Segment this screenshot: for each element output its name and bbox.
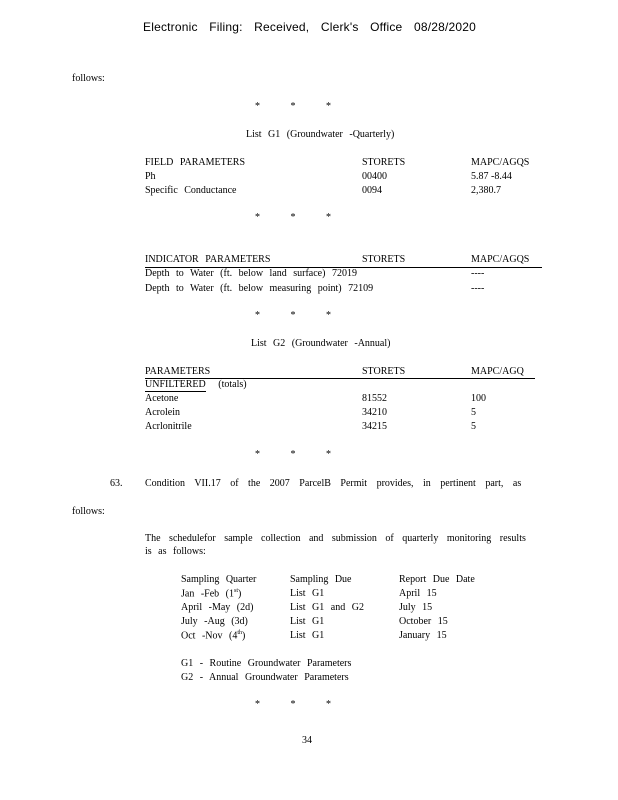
schedule-header-due: Sampling Due — [290, 574, 352, 585]
params-row-3-mapc: 5 — [471, 421, 476, 432]
schedule-row-2-quarter: April -May (2d) — [181, 602, 254, 613]
field-row-2-parameter: Specific Conductance — [145, 185, 237, 196]
params-subheader — [145, 379, 247, 390]
field-table-header-parameters: FIELD PARAMETERS — [145, 157, 246, 168]
indicator-row-2-parameter: Depth to Water (ft. below measuring point) 72109 — [145, 283, 374, 294]
field-table-header-mapc: MAPC/AGQS — [471, 157, 530, 168]
params-table-header-storets: STORETS — [362, 366, 406, 377]
schedule-intro-line-2: is as follows: — [145, 546, 206, 557]
params-row-2-parameter: Acrolein — [145, 407, 180, 418]
schedule-row-2-due: List G1 and G2 — [290, 602, 364, 613]
params-table-header-parameters: PARAMETERS — [145, 366, 211, 377]
schedule-row-3-due: List G1 — [290, 616, 325, 627]
params-row-3-storet: 34215 — [362, 421, 387, 432]
field-row-2-storet: 0094 — [362, 185, 382, 196]
section-break-5: * * * — [255, 699, 331, 710]
schedule-row-1-due: List G1 — [290, 588, 325, 599]
schedule-intro-line-1: The schedulefor sample collection and submission of quarterly monitoring results — [145, 533, 526, 544]
section-break-3: * * * — [255, 310, 331, 321]
schedule-row-2-report: July 15 — [399, 602, 433, 613]
legend-g1: G1 - Routine Groundwater Parameters — [181, 658, 352, 669]
params-row-1-mapc: 100 — [471, 393, 486, 404]
schedule-row-4-quarter: Oct -Nov (4th) — [181, 630, 246, 642]
params-row-1-parameter: Acetone — [145, 393, 179, 404]
schedule-row-3-report: October 15 — [399, 616, 448, 627]
params-subheader-unfiltered: UNFILTERED — [145, 379, 206, 390]
indicator-table-header-parameters: INDICATOR PARAMETERS — [145, 254, 271, 265]
params-row-2-mapc: 5 — [471, 407, 476, 418]
schedule-row-4-due: List G1 — [290, 630, 325, 641]
indicator-row-2-mapc: ---- — [471, 283, 485, 294]
field-row-1-storet: 00400 — [362, 171, 387, 182]
params-row-1-storet: 81552 — [362, 393, 387, 404]
schedule-row-4-report: January 15 — [399, 630, 447, 641]
params-subheader-note: (totals) — [218, 379, 247, 390]
section-break-2: * * * — [255, 212, 331, 223]
section-break-1: * * * — [255, 101, 331, 112]
field-row-1-parameter: Ph — [145, 171, 156, 182]
field-table-header-storets: STORETS — [362, 157, 406, 168]
schedule-header-report: Report Due Date — [399, 574, 475, 585]
schedule-row-3-quarter: July -Aug (3d) — [181, 616, 248, 627]
legend-g2: G2 - Annual Groundwater Parameters — [181, 672, 349, 683]
params-row-2-storet: 34210 — [362, 407, 387, 418]
params-table-header-mapc: MAPC/AGQ — [471, 366, 524, 377]
indicator-table-header-mapc: MAPC/AGQS — [471, 254, 530, 265]
follows-label-1: follows: — [72, 73, 105, 84]
list-g2-title: List G2 (Groundwater -Annual) — [251, 338, 391, 349]
field-row-2-mapc: 2,380.7 — [471, 185, 501, 196]
field-row-1-mapc: 5.87 -8.44 — [471, 171, 512, 182]
indicator-table-header-storets: STORETS — [362, 254, 406, 265]
params-row-3-parameter: Acrlonitrile — [145, 421, 192, 432]
schedule-row-1-report: April 15 — [399, 588, 437, 599]
section-break-4: * * * — [255, 449, 331, 460]
page-number: 34 — [302, 735, 312, 746]
list-g1-title: List G1 (Groundwater -Quarterly) — [246, 129, 395, 140]
follows-label-2: follows: — [72, 506, 105, 517]
schedule-header-quarter: Sampling Quarter — [181, 574, 257, 585]
indicator-row-1-mapc: ---- — [471, 268, 485, 279]
indicator-row-1-parameter: Depth to Water (ft. below land surface) 72019 — [145, 268, 357, 279]
filing-header: Electronic Filing: Received, Clerk's Office 08/28/2020 — [143, 20, 477, 34]
paragraph-text: Condition VII.17 of the 2007 ParcelB Permit provides, in pertinent part, as — [145, 478, 522, 489]
schedule-row-1-quarter: Jan -Feb (1st) — [181, 588, 242, 600]
paragraph-number: 63. — [110, 478, 123, 489]
